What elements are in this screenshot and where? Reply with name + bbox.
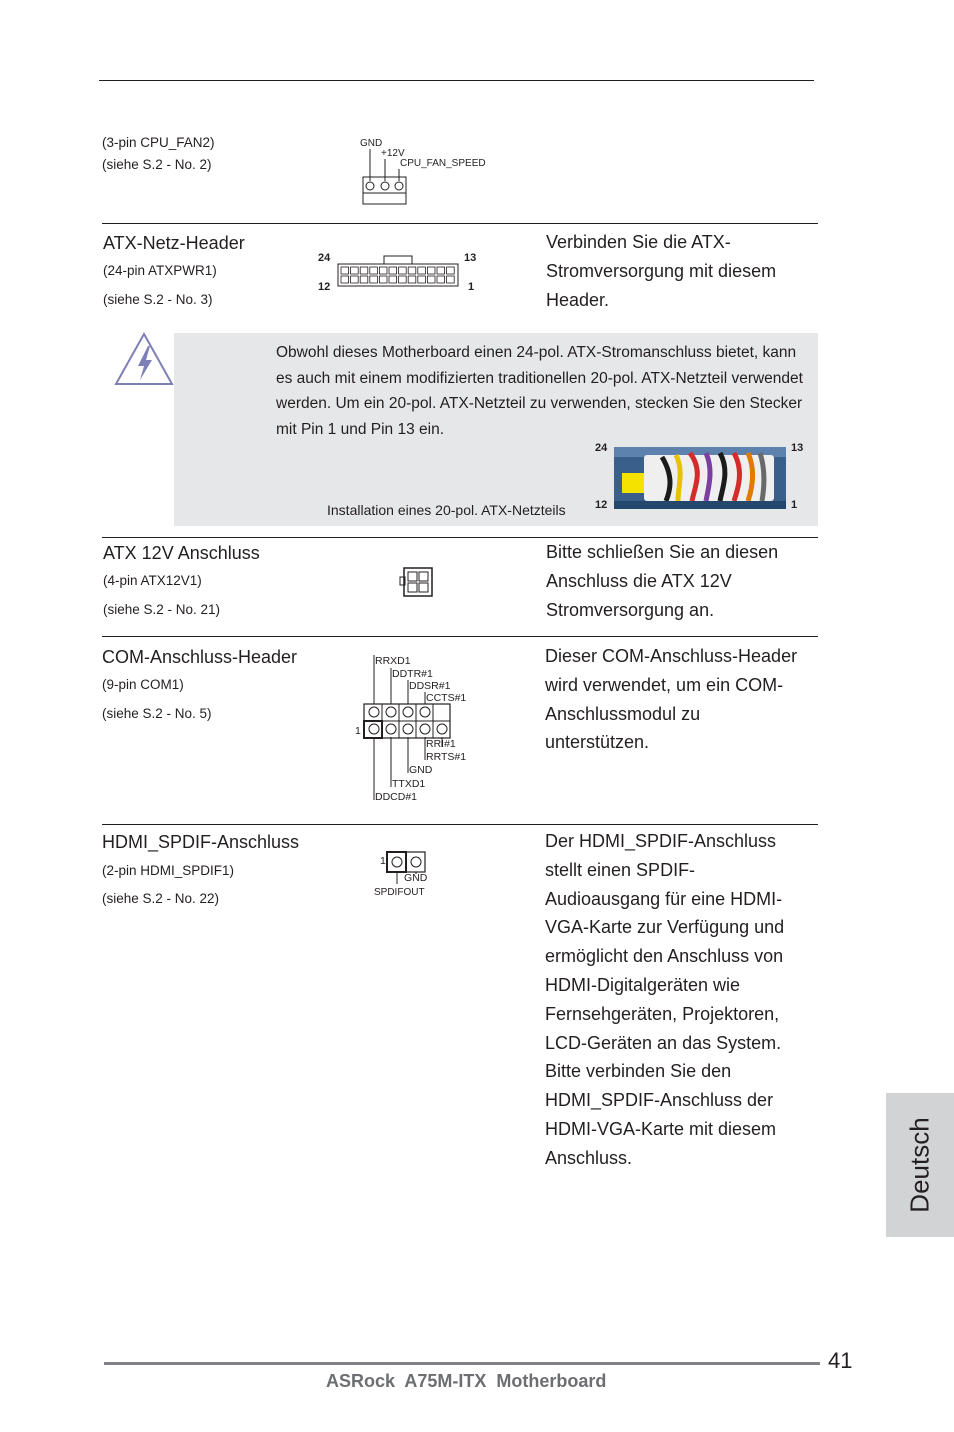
page-number: 41 [828,1348,853,1373]
atx12v-description: Bitte schließen Sie an diesen Anschluss die ATX 12V Stromversorgung an. [546,542,779,620]
com-ddsr1-label: DDSR#1 [409,680,451,692]
fan-12v-label: +12V [381,148,405,159]
language-side-tab [886,1093,954,1237]
com-pin1-label: 1 [355,725,361,737]
photo-pin-24: 24 [595,442,608,454]
com-ttxd1-label: TTXD1 [392,778,426,790]
footer-product: ASRock A75M-ITX Motherboard [326,1371,607,1391]
note-text: Obwohl dieses Motherboard einen 24-pol. ATX-Stromanschluss bietet, kann es auch mit einem modifizierten traditionellen 20-pol. ATX-Netzteil verwendet werden. Um ein 20-pol. ATX-Netzteil zu verwenden, stecken Sie den Stecker mit Pin 1 und Pin 13 ein. [276,344,803,438]
atx-power-ref: (siehe S.2 - No. 3) [103,292,213,307]
atx-pin-13: 13 [464,252,477,264]
photo-pin-12: 12 [595,499,608,511]
warning-icon [112,330,176,390]
atx-24pin-header-diagram [310,246,490,296]
atx12v-title: ATX 12V Anschluss [103,543,260,563]
com-rri1-label: RRI#1 [426,738,456,750]
top-rule [99,80,814,81]
atx-pin-1: 1 [468,281,475,293]
photo-pin-13: 13 [791,442,804,454]
com-ref: (siehe S.2 - No. 5) [102,706,212,721]
hdmi-spdif-header-diagram [370,848,440,900]
note-caption: Installation eines 20-pol. ATX-Netzteils [327,502,566,518]
atx12v-ref: (siehe S.2 - No. 21) [103,602,221,617]
hdmi-spdif-description: Der HDMI_SPDIF-Anschluss stellt einen SPDIF-Audioausgang für eine HDMI-VGA-Karte zur Verfügung und ermöglicht den Anschluss von HDMI-Digitalgeräten wie Fernsehgeräten, Projektoren, LCD-Geräten an das System. Bitte verbinden Sie den HDMI_SPDIF-Anschluss der HDMI-VGA-Karte mit diesem Anschluss. [545,831,785,1168]
com-header-diagram [352,652,482,804]
fan-pin-label: (3-pin CPU_FAN2) [102,135,215,150]
spdif-gnd-label: GND [404,872,428,884]
footer-rule [104,1362,820,1365]
com-title: COM-Anschluss-Header [102,647,298,667]
com-ccts1-label: CCTS#1 [426,692,467,704]
com-ddcd1-label: DDCD#1 [375,791,418,803]
fan-ref: (siehe S.2 - No. 2) [102,157,212,172]
photo-pin-1: 1 [791,499,798,511]
section-rule [102,636,818,637]
com-pin-label: (9-pin COM1) [102,677,184,692]
hdmi-spdif-ref: (siehe S.2 - No. 22) [102,891,220,906]
spdif-out-label: SPDIFOUT [374,887,425,898]
spdif-pin1-label: 1 [380,855,386,867]
cpu-fan-header-diagram [355,135,505,210]
com-rrxd1-label: RRXD1 [375,655,411,667]
atx12v-header-diagram [398,565,438,599]
com-gnd-label: GND [409,764,433,776]
atx-pin-24: 24 [318,252,331,264]
atx-pin-12: 12 [318,281,331,293]
com-ddtr1-label: DDTR#1 [392,668,433,680]
atx-20pin-installation-photo [614,447,786,509]
atx-power-description: Verbinden Sie die ATX-Stromversorgung mit diesem Header. [546,232,777,310]
fan-speed-label: CPU_FAN_SPEED [400,158,486,169]
atx-power-pin-label: (24-pin ATXPWR1) [103,263,217,278]
com-description: Dieser COM-Anschluss-Header wird verwendet, um ein COM-Anschlussmodul zu unterstützen. [545,646,798,753]
com-rrts1-label: RRTS#1 [426,751,467,763]
fan-gnd-label: GND [360,138,383,149]
section-rule [102,824,818,825]
atx12v-pin-label: (4-pin ATX12V1) [103,573,202,588]
hdmi-spdif-pin-label: (2-pin HDMI_SPDIF1) [102,863,235,878]
language-tab-label: Deutsch [904,1117,935,1213]
section-rule [102,223,818,224]
atx-power-title: ATX-Netz-Header [103,233,245,253]
hdmi-spdif-title: HDMI_SPDIF-Anschluss [102,832,300,852]
